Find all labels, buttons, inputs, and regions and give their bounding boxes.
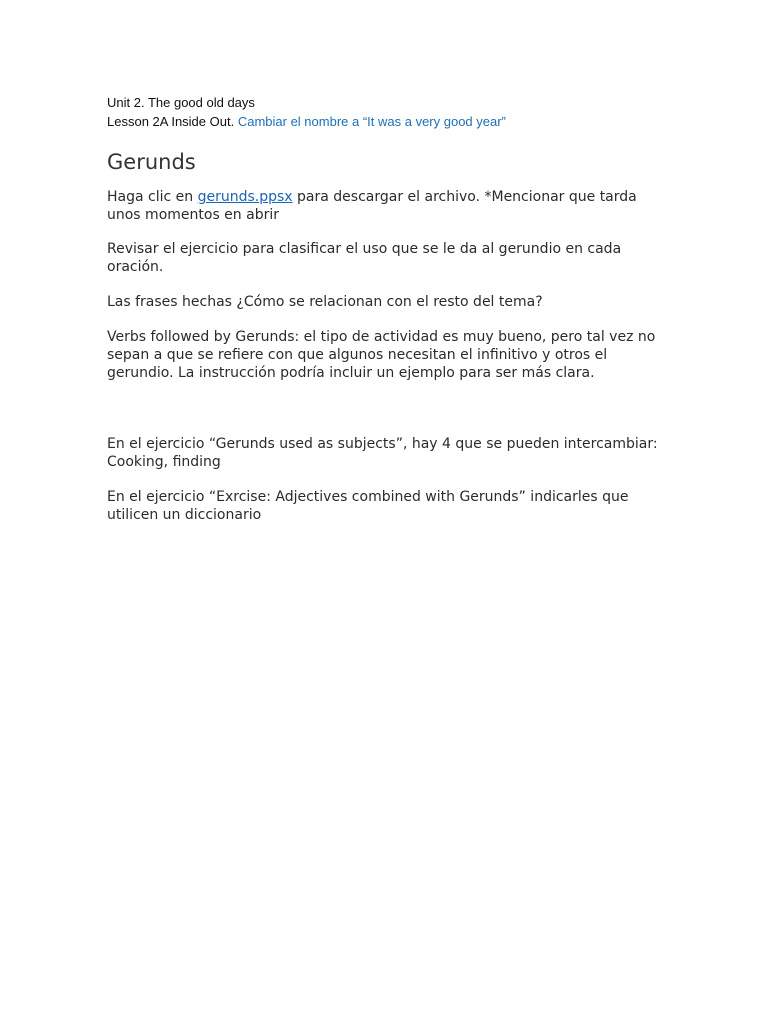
lesson-heading xyxy=(107,112,667,131)
unit-title: Unit 2. The good old days xyxy=(107,95,255,110)
download-paragraph xyxy=(107,188,667,224)
document-page xyxy=(107,93,667,524)
subjects-exercise-paragraph: En el ejercicio “Gerunds used as subjects”, hay 4 que se pueden intercambiar: Cooking, finding xyxy=(107,436,658,470)
fixed-phrases-paragraph: Las frases hechas ¿Cómo se relacionan con el resto del tema? xyxy=(107,294,543,310)
verbs-followed-paragraph: Verbs followed by Gerunds: el tipo de actividad es muy bueno, pero tal vez no sepan a que se refiere con que algunos necesitan el infinitivo y otros el gerundio. La instrucción podría incluir un ejemplo para ser más clara. xyxy=(107,329,656,381)
adjectives-exercise-paragraph: En el ejercicio “Exrcise: Adjectives combined with Gerunds” indicarles que utilicen un diccionario xyxy=(107,489,629,523)
gerunds-file-link[interactable]: gerunds.ppsx xyxy=(197,189,293,205)
download-text-before: Haga clic en xyxy=(107,189,198,205)
download-text-after: para descargar el archivo. *Mencionar que tarda unos momentos en abrir xyxy=(107,189,637,223)
review-exercise-paragraph: Revisar el ejercicio para clasificar el uso que se le da al gerundio en cada oración. xyxy=(107,241,622,275)
lesson-rename-note: Cambiar el nombre a “It was a very good year” xyxy=(237,114,506,129)
lesson-title: Lesson 2A Inside Out. xyxy=(107,114,235,129)
page-title: Gerunds xyxy=(107,150,196,174)
unit-heading xyxy=(107,93,667,112)
